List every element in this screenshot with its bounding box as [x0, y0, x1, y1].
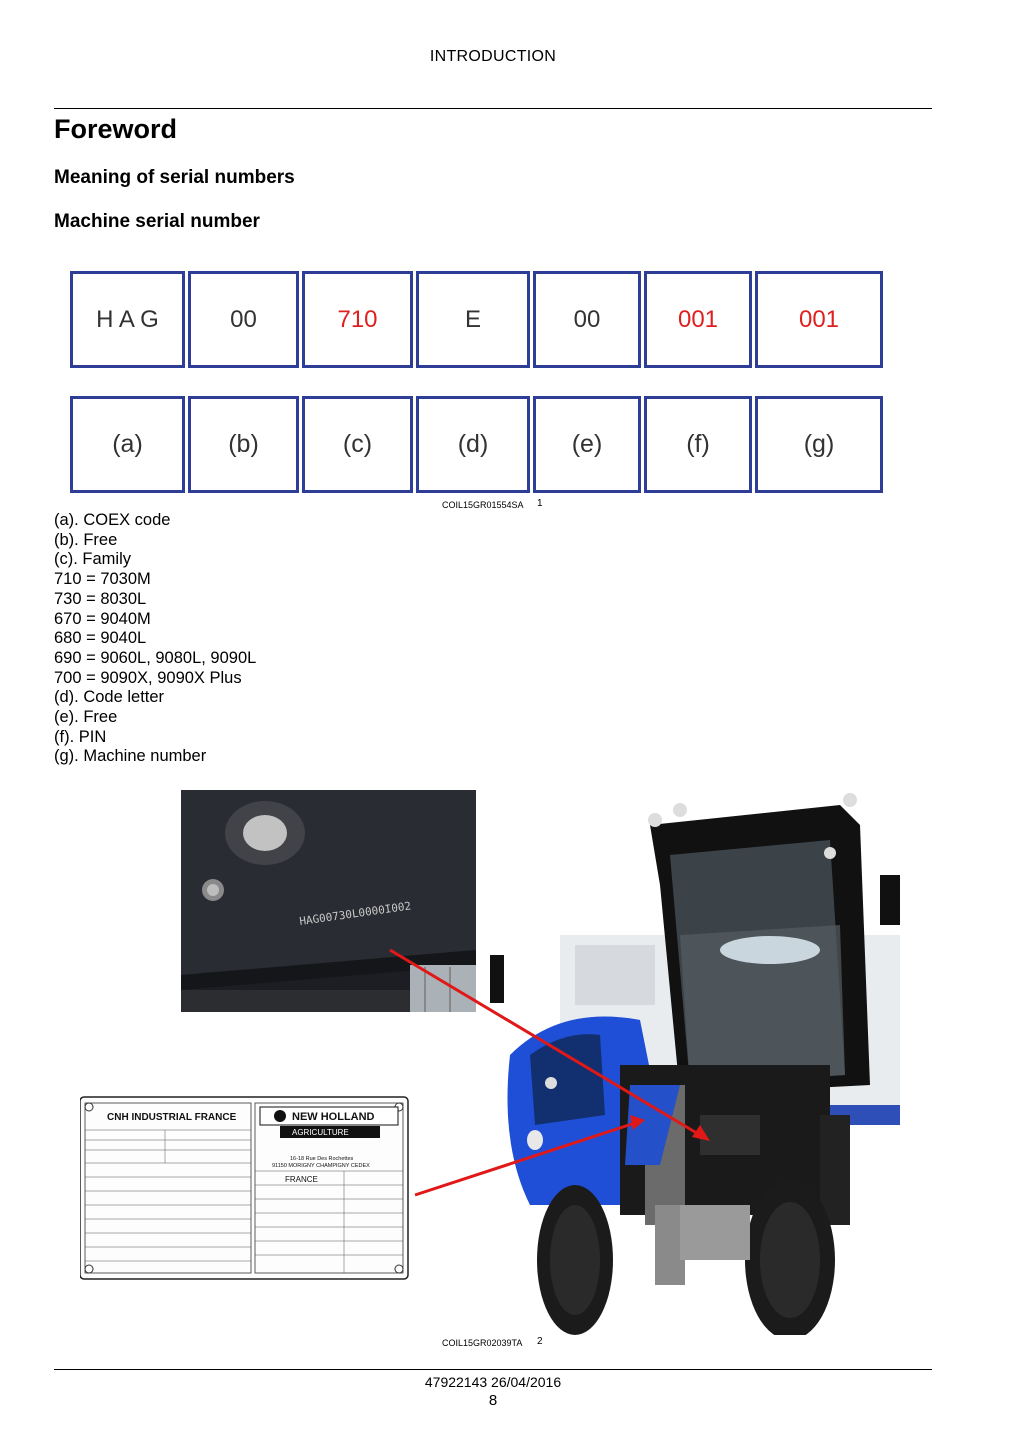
page-title: Foreword	[54, 114, 178, 144]
legend-item: (b). Free	[54, 530, 118, 549]
legend-item: 670 = 9040M	[54, 609, 151, 628]
serial-legend	[54, 511, 256, 767]
footer-doc-ref: 47922143 26/04/2016	[424, 1374, 562, 1390]
bottom-rule	[54, 1369, 932, 1370]
serial-cell-c: 710	[302, 271, 413, 368]
section-heading: Meaning of serial numbers	[54, 167, 295, 188]
plate-brand: NEW HOLLAND	[292, 1111, 375, 1123]
brand-leaf-icon	[274, 1110, 286, 1122]
label-cell-e: (e)	[533, 396, 641, 493]
figure2-number: 2	[537, 1336, 543, 1347]
legend-item: (g). Machine number	[54, 747, 207, 766]
legend-item: 690 = 9060L, 9080L, 9090L	[54, 648, 257, 667]
legend-item: 730 = 8030L	[54, 589, 147, 608]
label-cell-b: (b)	[188, 396, 299, 493]
legend-item: 700 = 9090X, 9090X Plus	[54, 668, 242, 687]
legend-item: 710 = 7030M	[54, 570, 151, 589]
plate-company: CNH INDUSTRIAL FRANCE	[107, 1112, 237, 1123]
serial-cell-g: 001	[755, 271, 883, 368]
label-cell-a: (a)	[70, 396, 185, 493]
serial-location-figure	[80, 785, 910, 1335]
label-cell-c: (c)	[302, 396, 413, 493]
serial-label-row	[70, 396, 883, 493]
plate-address1: 16-18 Rue Des Rochettes	[290, 1156, 354, 1162]
chassis-closeup-photo	[181, 790, 476, 1012]
running-header: INTRODUCTION	[429, 48, 557, 65]
serial-cell-d: E	[416, 271, 530, 368]
subsection-heading: Machine serial number	[54, 211, 260, 232]
legend-item: (d). Code letter	[54, 688, 165, 707]
legend-item: (a). COEX code	[54, 511, 171, 529]
legend-item: (f). PIN	[54, 727, 107, 746]
serial-cell-a: H A G	[70, 271, 185, 368]
identification-plate	[80, 1097, 408, 1279]
serial-cell-b: 00	[188, 271, 299, 368]
top-rule	[54, 108, 932, 109]
serial-cell-f: 001	[644, 271, 752, 368]
legend-item: 680 = 9040L	[54, 629, 147, 648]
figure1-number: 1	[537, 498, 543, 509]
figure2-code: COIL15GR02039TA	[442, 1338, 523, 1348]
page-number: 8	[488, 1392, 498, 1409]
legend-item: (e). Free	[54, 708, 118, 727]
figure1-code: COIL15GR01554SA	[442, 500, 524, 510]
engraved-serial: HAG00730L0000I002	[298, 899, 412, 928]
plate-address2: 91150 MORIGNY CHAMPIGNY CEDEX	[272, 1163, 370, 1169]
tractor-photo	[490, 793, 900, 1335]
legend-item: (c). Family	[54, 550, 131, 569]
serial-value-row	[70, 271, 883, 368]
plate-country: FRANCE	[285, 1175, 318, 1184]
serial-cell-e: 00	[533, 271, 641, 368]
label-cell-g: (g)	[755, 396, 883, 493]
label-cell-f: (f)	[644, 396, 752, 493]
plate-brand-sub: AGRICULTURE	[292, 1128, 349, 1137]
label-cell-d: (d)	[416, 396, 530, 493]
